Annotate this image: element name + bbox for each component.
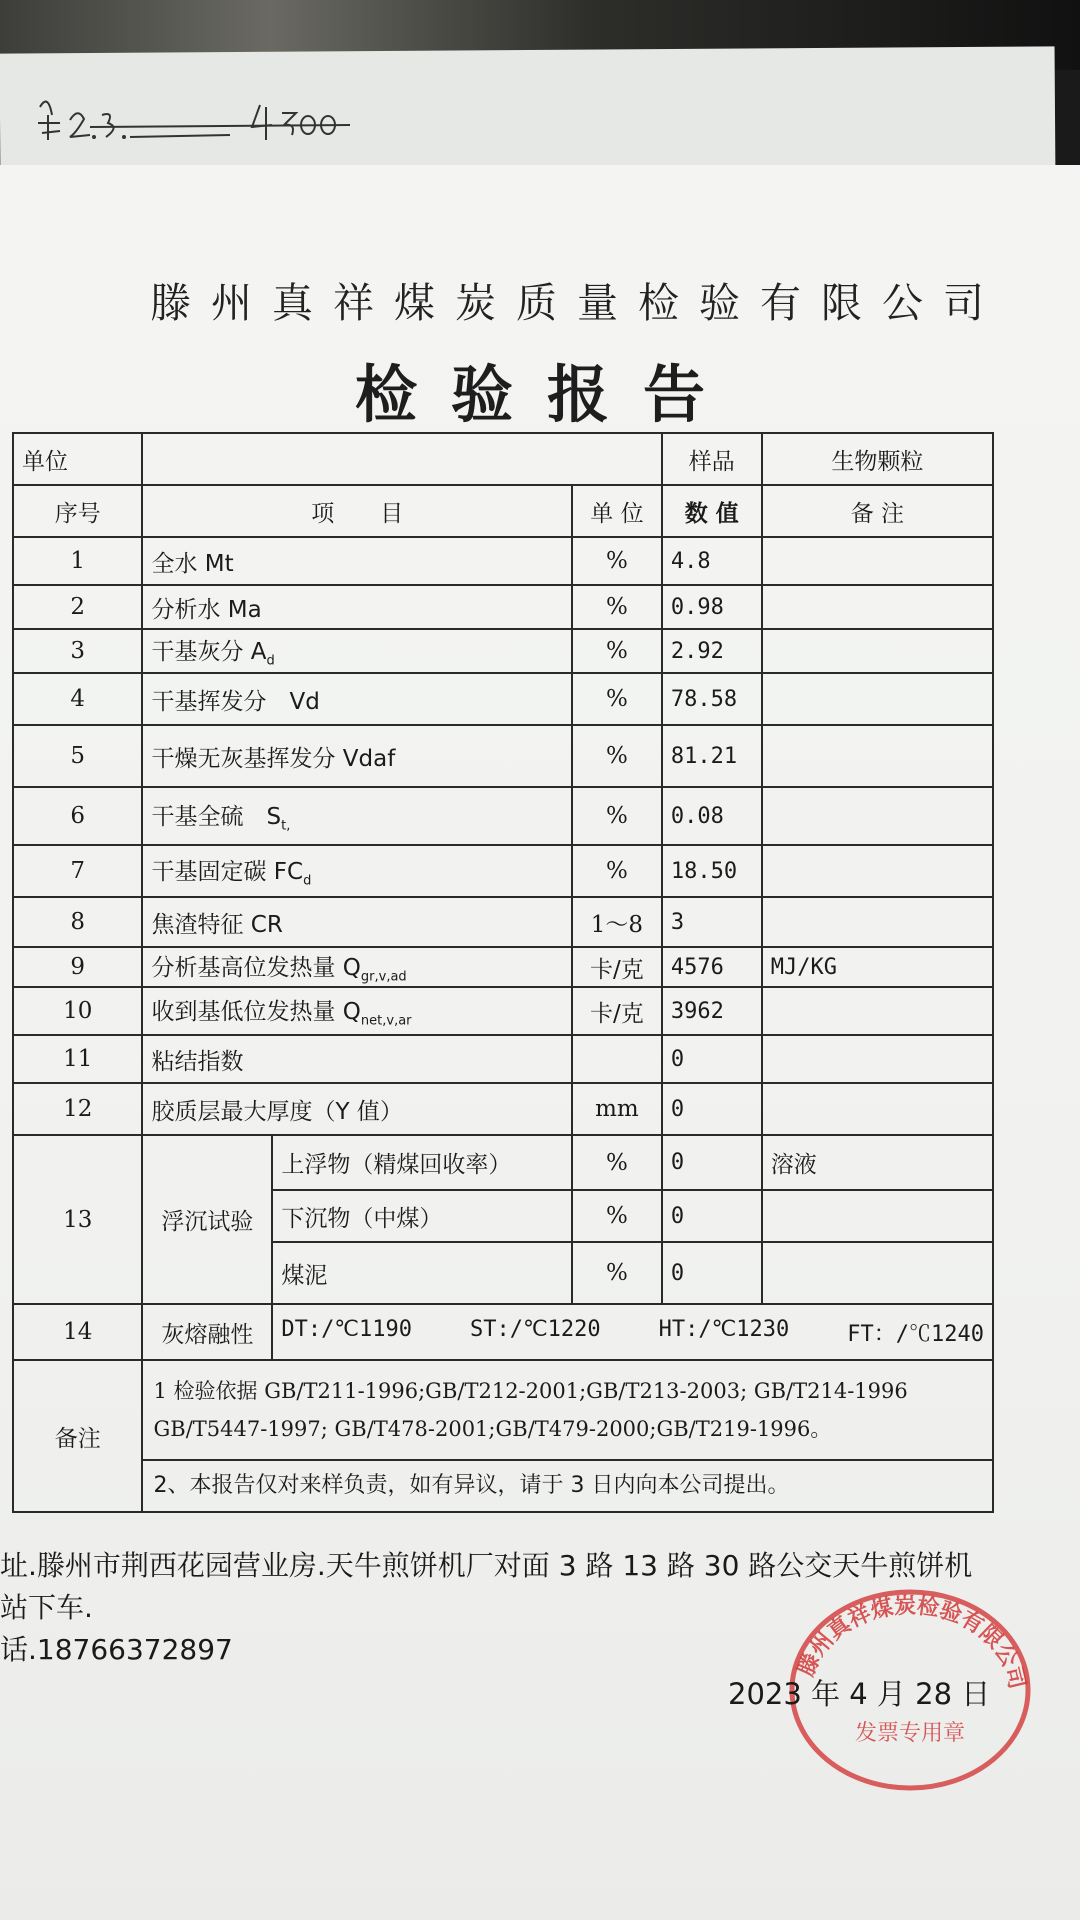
row-unit: % [572,537,662,585]
ash-fusion-st: ST:/℃1220 [469,1316,601,1342]
row-unit: % [572,1242,662,1304]
table-row [13,725,993,787]
row-item: 收到基低位发热量 $Q_{net,v,ar}$ [142,987,572,1035]
row-item: 干基全硫 $S_{t,}$ [142,787,572,845]
float-sink-label: 浮沉试验 [142,1135,272,1304]
row-remark [762,1083,993,1135]
row-value: 0 [662,1083,762,1135]
ash-fusion-ht: HT:/℃1230 [658,1316,790,1342]
row-item: 干基固定碳 $FC_d$ [142,845,572,897]
row-remark [762,629,993,673]
row-no: 12 [13,1083,142,1135]
remarks-line-1: 1 检验依据 GB/T211-1996;GB/T212-2001;GB/T213-2003; GB/T214-1996 GB/T5447-1997; GB/T478-2001;GB/T479-2000;GB/T219-1996。 [142,1360,993,1460]
seal-text: 滕州真祥煤炭检验有限公司 [793,1593,1030,1692]
header-row [13,485,993,537]
table-row [13,787,993,845]
seal-subtext: 发票专用章 [854,1721,966,1746]
row-item: 上浮物（精煤回收率） [272,1135,572,1190]
row-no: 13 [13,1135,142,1304]
row-no: 9 [13,947,142,987]
row-remark [762,1035,993,1083]
row-value: 4576 [662,947,762,987]
row-no: 4 [13,673,142,725]
remarks-row [13,1460,993,1512]
row-remark [762,585,993,629]
row-no: 7 [13,845,142,897]
row-item: 干基挥发分 Vd [142,673,572,725]
row-remark: MJ/KG [762,947,993,987]
row-no: 3 [13,629,142,673]
row-value: 78.58 [662,673,762,725]
row-value: 81.21 [662,725,762,787]
row-item: 粘结指数 [142,1035,572,1083]
row-unit [572,1035,662,1083]
footer-phone: 话.18766372897 [0,1633,233,1666]
col-index: 序号 [13,485,142,537]
footer-address: 址.滕州市荆西花园营业房.天牛煎饼机厂对面 3 路 13 路 30 路公交天牛煎饼机 [0,1549,973,1582]
table-row [13,673,993,725]
row-unit: % [572,787,662,845]
remarks-line-2: 2、本报告仅对来样负责，如有异议，请于 3 日内向本公司提出。 [142,1460,993,1512]
table-row [13,897,993,947]
row-unit: % [572,725,662,787]
row-item: 胶质层最大厚度（Y 值） [142,1083,572,1135]
row-no: 8 [13,897,142,947]
ash-fusion-dt: DT:/℃1190 [281,1316,412,1342]
row-value: 0 [662,1190,762,1242]
row-remark [762,845,993,897]
row-no: 5 [13,725,142,787]
table-row [13,537,993,585]
col-value: 数 值 [662,485,762,537]
company-name: 滕州真祥煤炭质量检验有限公司 [150,279,1004,327]
row-unit: % [572,673,662,725]
table-row [13,629,993,673]
row-no: 10 [13,987,142,1035]
row-remark [762,725,993,787]
row-remark [762,537,993,585]
row-remark [762,787,993,845]
row-item: 焦渣特征 CR [142,897,572,947]
info-row [13,433,993,485]
report-title: 检验报告 [355,358,740,431]
row-unit: % [572,585,662,629]
float-sink-row [13,1135,993,1190]
row-remark [762,1242,993,1304]
table-row [13,947,993,987]
row-item: 分析水 Ma [142,585,572,629]
row-no: 14 [13,1304,142,1360]
table-row [13,585,993,629]
row-value: 0.98 [662,585,762,629]
col-item: 项 目 [142,485,572,537]
row-unit: 卡/克 [572,987,662,1035]
row-unit: % [572,845,662,897]
unit-value [142,433,661,485]
row-no: 6 [13,787,142,845]
col-remark: 备 注 [762,485,993,537]
ash-fusion-label: 灰熔融性 [142,1304,272,1360]
col-unit: 单 位 [572,485,662,537]
report-date: 2023 年 4 月 28 日 [728,1677,991,1711]
table-row [13,1083,993,1135]
row-value: 3 [662,897,762,947]
row-value: 0 [662,1135,762,1190]
ash-fusion-row [13,1304,993,1360]
row-remark [762,897,993,947]
row-unit: 1～8 [572,897,662,947]
ash-fusion-values [272,1304,993,1360]
inspection-table [12,432,994,1513]
row-value: 0 [662,1242,762,1304]
table-row [13,845,993,897]
row-no: 1 [13,537,142,585]
row-value: 3962 [662,987,762,1035]
row-no: 2 [13,585,142,629]
row-item: 全水 Mt [142,537,572,585]
table-row [13,987,993,1035]
unit-label: 单位 [13,433,142,485]
row-no: 11 [13,1035,142,1083]
row-item: 干燥无灰基挥发分 Vdaf [142,725,572,787]
row-unit: % [572,1190,662,1242]
table-row [13,1035,993,1083]
row-remark [762,673,993,725]
sample-label: 样品 [662,433,762,485]
row-remark [762,987,993,1035]
row-item: 分析基高位发热量 $Q_{gr,v,ad}$ [142,947,572,987]
sample-value: 生物颗粒 [762,433,993,485]
row-value: 2.92 [662,629,762,673]
row-value: 0.08 [662,787,762,845]
ash-fusion-ft: FT：/℃1240 [847,1321,984,1347]
row-unit: mm [572,1083,662,1135]
row-unit: % [572,1135,662,1190]
remarks-row [13,1360,993,1460]
row-item: 煤泥 [272,1242,572,1304]
handwritten-note [30,85,370,155]
row-item: 下沉物（中煤） [272,1190,572,1242]
row-remark [762,1190,993,1242]
row-remark: 溶液 [762,1135,993,1190]
row-value: 4.8 [662,537,762,585]
row-value: 0 [662,1035,762,1083]
row-unit: % [572,629,662,673]
footer-address-cont: 站下车. [0,1591,93,1624]
row-unit: 卡/克 [572,947,662,987]
row-item: 干基灰分 $A_d$ [142,629,572,673]
remarks-label: 备注 [13,1360,142,1512]
row-value: 18.50 [662,845,762,897]
